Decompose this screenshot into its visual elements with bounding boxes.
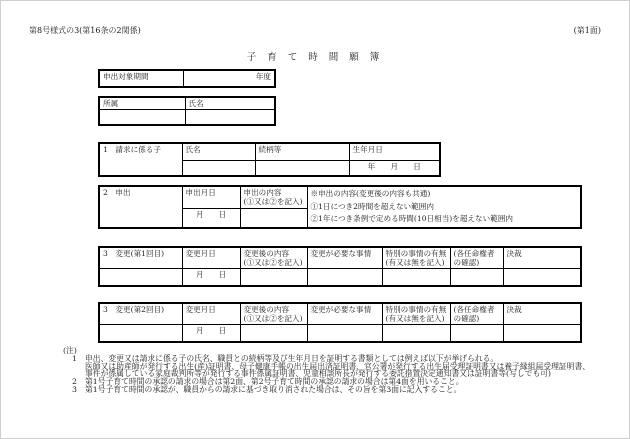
note-1-text: 申出、変更又は請求に係る子の氏名、職員との続柄等及び生年月日を証明する書類としては例えば以下が挙げられる。 医師又は助産師が発行する出生(産)証明書、母子健康手帳の出生届出済証明書、官公署が発行する出生届受理証明書又は養子縁組届受理証明書、 事件が係属している家庭裁判所等が発行する事件係属証明書、児童相談所長が発行する委託措置決定通知書又は証明書等(写しでも可) bbox=[85, 353, 591, 379]
change1-reason-field[interactable] bbox=[307, 269, 382, 286]
application-date-field[interactable]: 月 日 bbox=[182, 208, 240, 227]
child-birthdate-field[interactable]: 年 月 日 bbox=[349, 160, 440, 176]
change2-special-field[interactable] bbox=[382, 325, 450, 342]
change2-special-header: 特別の事情の有無 (有又は無を記入) bbox=[382, 303, 450, 325]
child-name-field[interactable] bbox=[182, 160, 255, 176]
form-title: 子 育 て 時 間 願 簿 bbox=[246, 52, 384, 63]
change2-reason-field[interactable] bbox=[307, 325, 382, 342]
application-row-label: 2 申出 bbox=[99, 186, 182, 228]
change2-content-header: 変更後の内容 (①又は②を記入) bbox=[240, 303, 307, 325]
change1-date-header: 変更月日 bbox=[182, 247, 240, 269]
note-3-number: 3 bbox=[72, 384, 77, 394]
note-item-1 bbox=[63, 355, 619, 378]
change2-date-field[interactable]: 月 日 bbox=[182, 325, 240, 342]
guidance-line-1: ※申出の内容(変更後の内容も共通) bbox=[310, 189, 431, 198]
name-label: 氏名 bbox=[185, 97, 275, 110]
change1-content-field[interactable] bbox=[240, 269, 307, 286]
identity-table bbox=[98, 96, 276, 126]
period-value-field[interactable]: 年度 bbox=[183, 70, 275, 87]
application-guidance-note bbox=[307, 186, 581, 228]
change2-approval-field[interactable] bbox=[503, 325, 581, 342]
change2-confirm-header: (各任命権者 の確認) bbox=[450, 303, 503, 325]
guidance-line-3: ②1年につき条例で定める時間(10日相当)を超えない範囲内 bbox=[310, 214, 514, 223]
change2-reason-header: 変更が必要な事情 bbox=[307, 303, 382, 325]
application-content-field[interactable] bbox=[240, 208, 307, 227]
affiliation-label: 所属 bbox=[99, 97, 185, 110]
change1-content-header: 変更後の内容 (①又は②を記入) bbox=[240, 247, 307, 269]
child-birthdate-header: 生年月日 bbox=[349, 143, 440, 160]
application-table bbox=[98, 185, 582, 229]
note-item-3 bbox=[63, 386, 619, 394]
child-relation-field[interactable] bbox=[255, 160, 349, 176]
form-number: 第8号様式の3(第16条の2関係) bbox=[29, 26, 141, 35]
application-date-header: 申出月日 bbox=[182, 186, 240, 208]
name-field[interactable] bbox=[185, 110, 275, 125]
change1-label-blank bbox=[99, 269, 182, 286]
change1-reason-header: 変更が必要な事情 bbox=[307, 247, 382, 269]
change2-date-header: 変更月日 bbox=[182, 303, 240, 325]
change1-approval-field[interactable] bbox=[503, 269, 581, 286]
child-relation-header: 続柄等 bbox=[255, 143, 349, 160]
child-name-header: 氏名 bbox=[182, 143, 255, 160]
note-1-number: 1 bbox=[72, 353, 77, 363]
note-3-text: 第1号子育て時間の承認が、職員からの請求に基づき取り消された場合は、その旨を第3面に記入すること。 bbox=[85, 384, 462, 394]
change1-confirm-header: (各任命権者 の確認) bbox=[450, 247, 503, 269]
period-table bbox=[98, 69, 276, 88]
guidance-line-2: ①1日につき2時間を超えない範囲内 bbox=[310, 201, 434, 211]
note-2-text: 第1号子育て時間の承認の請求の場合は第2面、第2号子育て時間の承認の請求の場合は第4面を用いること。 bbox=[85, 377, 464, 387]
change2-content-field[interactable] bbox=[240, 325, 307, 342]
change1-table bbox=[98, 246, 582, 287]
change2-approval-header: 決裁 bbox=[503, 303, 581, 325]
change1-special-field[interactable] bbox=[382, 269, 450, 286]
change1-date-field[interactable]: 月 日 bbox=[182, 269, 240, 286]
child-row-label: 1 請求に係る子 bbox=[99, 143, 182, 176]
notes-label: (注) bbox=[63, 346, 77, 355]
change2-label-blank bbox=[99, 325, 182, 342]
change2-confirm-field[interactable] bbox=[450, 325, 503, 342]
change1-approval-header: 決裁 bbox=[503, 247, 581, 269]
note-2-number: 2 bbox=[72, 377, 77, 387]
change1-confirm-field[interactable] bbox=[450, 269, 503, 286]
change1-special-header: 特別の事情の有無 (有又は無を記入) bbox=[382, 247, 450, 269]
application-content-header: 申出の内容 (①又は②を記入) bbox=[240, 186, 307, 208]
page-marker: (第1面) bbox=[573, 26, 601, 35]
child-table bbox=[98, 142, 441, 177]
change2-table bbox=[98, 302, 582, 343]
notes bbox=[63, 347, 619, 394]
period-label: 申出対象期間 bbox=[99, 70, 183, 87]
affiliation-field[interactable] bbox=[99, 110, 185, 125]
change2-row-label: 3 変更(第2回目) bbox=[99, 303, 182, 325]
change1-row-label: 3 変更(第1回目) bbox=[99, 247, 182, 269]
